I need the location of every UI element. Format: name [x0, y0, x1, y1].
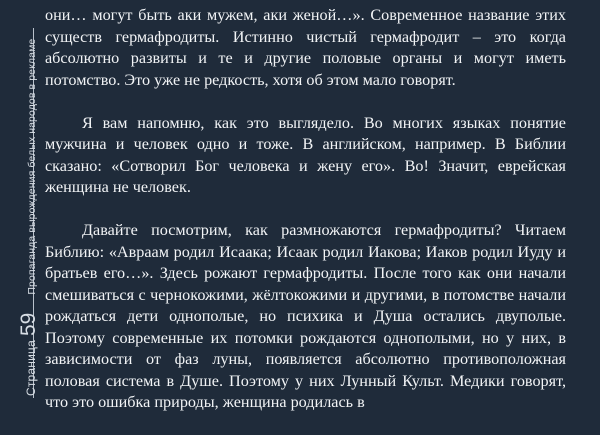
page-sidebar [0, 0, 40, 423]
page-footer-vertical [18, 28, 39, 396]
paragraph-2: Я вам напомню, как это выглядело. Во многих языках понятие мужчина и человек одно и тоже. В английском, например. В Библии сказано: «Сотворил Бог человека и жену его». Во! Значит, еврейская женщина не человек. [45, 113, 566, 196]
page-number: 59 [17, 312, 40, 336]
page-label: Страница [24, 340, 38, 396]
paragraph-3: Давайте посмотрим, как размножаются гермафродиты? Читаем Библию: «Авраам родил Исаака; Исаак родил Иакова; Иаков родил Иуду и братьев его…». Здесь рожают гермафродиты. После того как они начали смешиваться с чернокожими, жёлтокожими и другими, в потомстве начали рождаться дети однополые, но психика и Душа остались двуполые. Поэтому современные их потомки рождаются однополыми, но у них, в зависимости от фаз луны, появляется абсолютно противоположная половая система в Душе. Поэтому у них Лунный Культ. Медики говорят, что это ошибка природы, женщина родилась в [45, 221, 566, 411]
page-body [45, 5, 566, 435]
paragraph-1: они… могут быть аки мужем, аки женой…». Современное название этих существ гермафродиты. Истинно чистый гермафродит – это когда абсолютно развиты и те и другие половые органы и могут иметь потомство. Это уже не редкость, хотя об этом мало говорят. [45, 6, 566, 89]
book-title: Пропаганда вырождения белых народов в рекламе [26, 38, 38, 295]
